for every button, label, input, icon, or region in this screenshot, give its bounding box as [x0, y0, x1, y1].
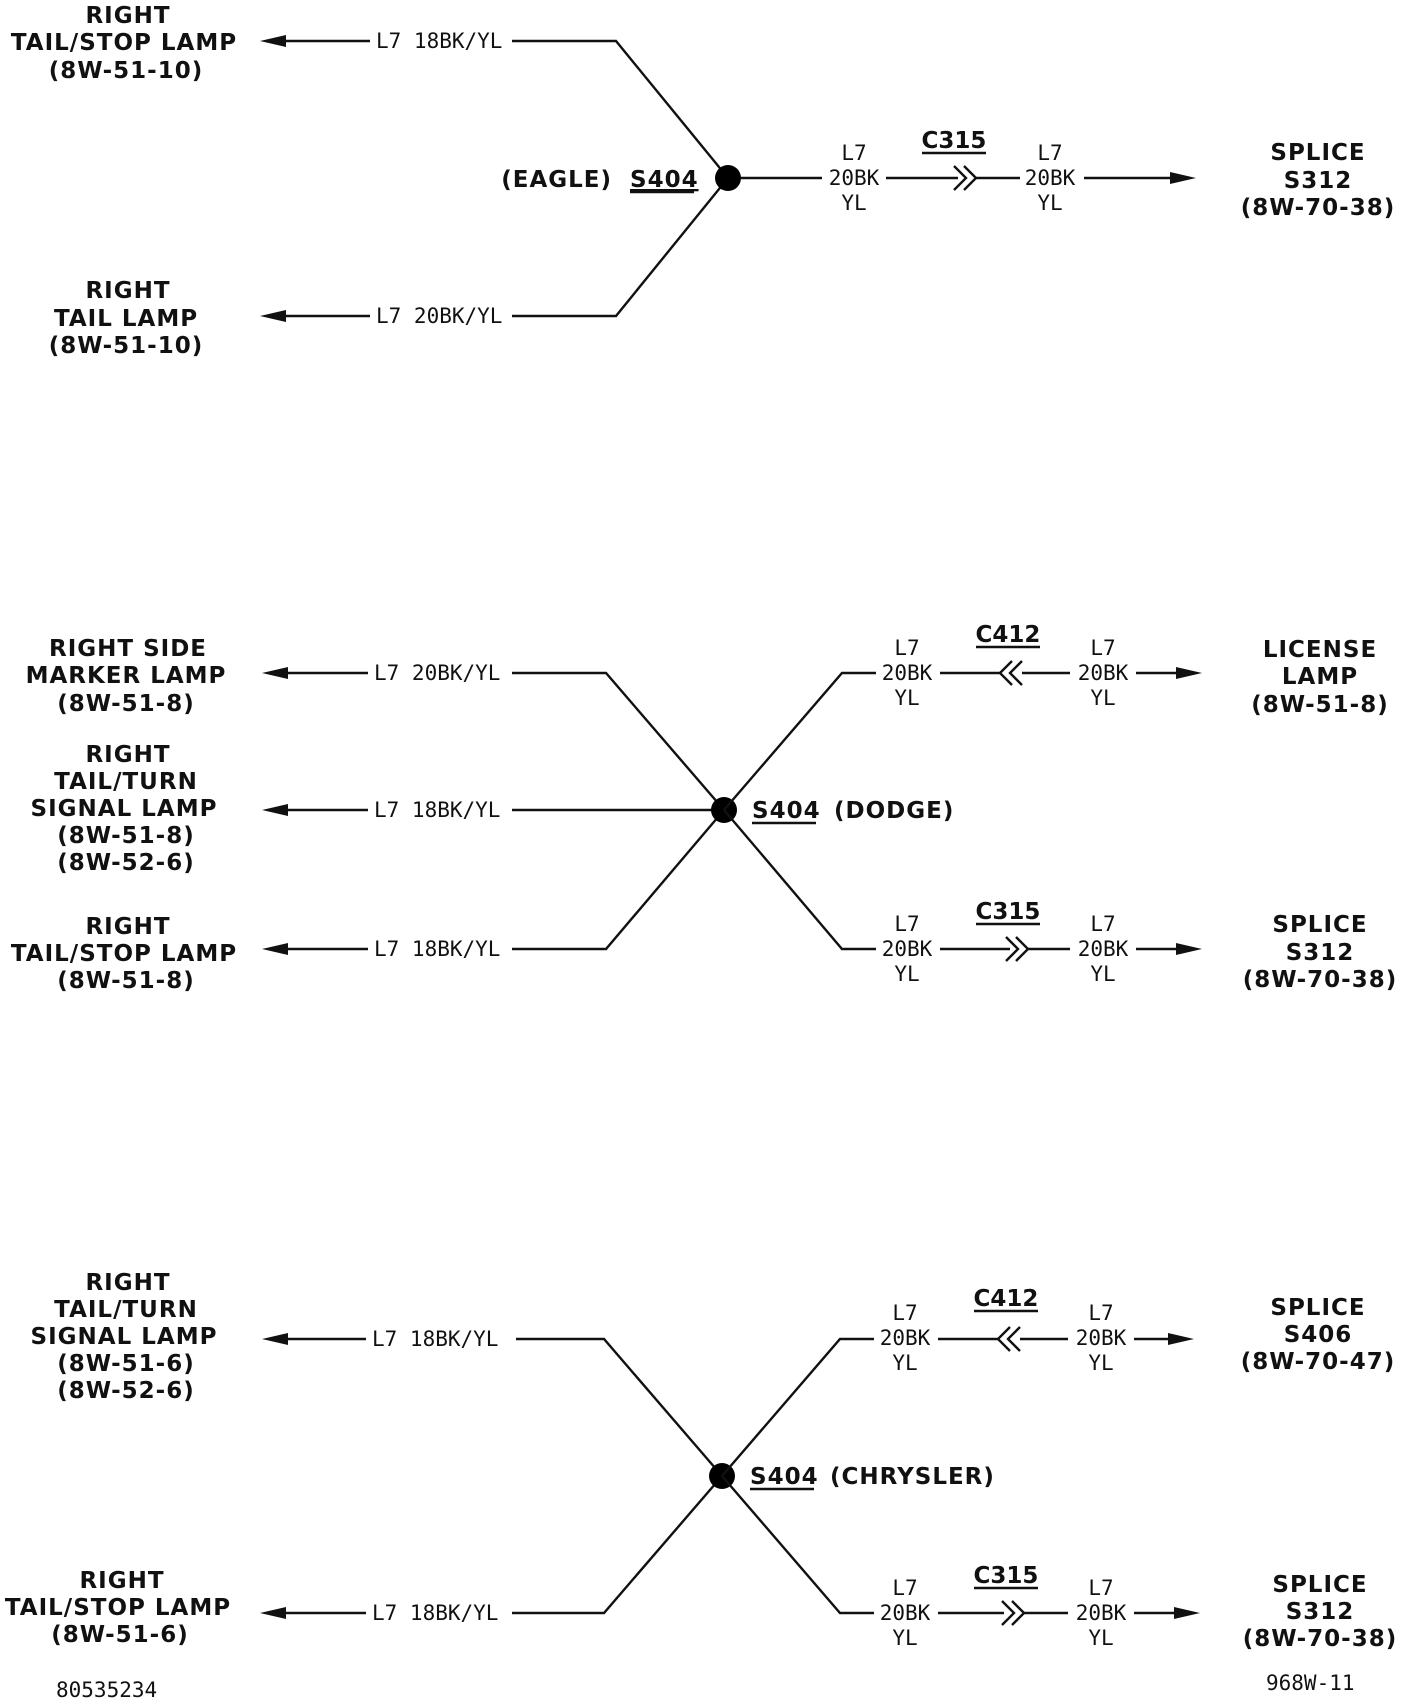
chrysler-left-0-line-0: RIGHT [85, 1270, 171, 1296]
dodge-right-1-wire-b-2: YL [1090, 962, 1116, 986]
chrysler-right-1-wire-a-2: YL [892, 1626, 918, 1650]
eagle-right-0-wire-a-2: YL [841, 191, 867, 215]
chrysler-right-1-wire-b-2: YL [1088, 1626, 1114, 1650]
chrysler-left-0-line-3: (8W-51-6) [57, 1351, 195, 1377]
dodge-right-1-wire-b-0: L7 [1090, 912, 1116, 936]
chrysler-left-0-line-1: TAIL/TURN [54, 1297, 198, 1323]
dodge-splice-suffix: (DODGE) [834, 798, 955, 824]
dodge-dest-0-line-2: (8W-51-8) [1251, 692, 1389, 718]
footer-right-code: 968W-11 [1266, 1671, 1355, 1695]
arrow-left-icon [262, 804, 288, 816]
chrysler-right-0-wire-a-1: 20BK [879, 1326, 931, 1350]
dodge-left-2-line-0: RIGHT [85, 914, 171, 940]
chrysler-right-1-wire-b-0: L7 [1088, 1576, 1114, 1600]
chrysler-dest-1-line-2: (8W-70-38) [1242, 1626, 1398, 1652]
dodge-right-0-wire-b-2: YL [1090, 686, 1116, 710]
chrysler-splice-id: S404 [750, 1464, 819, 1490]
connector-female-icon [1000, 661, 1022, 685]
wire-segment [722, 1476, 874, 1613]
wire-segment [512, 1476, 722, 1613]
dodge-dest-1-line-0: SPLICE [1272, 912, 1368, 938]
eagle-section [11, 3, 1395, 359]
dodge-right-0-wire-a-2: YL [894, 686, 920, 710]
arrow-left-icon [262, 1333, 288, 1345]
dodge-left-0-line-0: RIGHT SIDE [48, 636, 208, 662]
dodge-left-1-line-3: (8W-51-8) [57, 823, 195, 849]
footer-left-code: 80535234 [56, 1678, 158, 1702]
chrysler-dest-0-line-1: S406 [1283, 1322, 1353, 1348]
wire-segment [512, 178, 728, 316]
eagle-dest-line-2: (8W-70-38) [1240, 195, 1396, 221]
chrysler-right-0-wire-a-2: YL [892, 1351, 918, 1375]
dodge-c412-label: C412 [975, 622, 1041, 648]
wire-segment [512, 41, 728, 178]
dodge-right-0-wire-a-0: L7 [894, 636, 920, 660]
eagle-right-0-wire-a-0: L7 [841, 141, 867, 165]
arrow-right-icon [1176, 943, 1202, 955]
dodge-right-1-wire-b-1: 20BK [1077, 937, 1129, 961]
arrow-right-icon [1168, 1333, 1194, 1345]
wire-segment [724, 810, 876, 949]
chrysler-right-0-wire-b-2: YL [1088, 1351, 1114, 1375]
dodge-splice-id: S404 [752, 798, 821, 824]
eagle-left-0-wire: L7 18BK/YL [376, 29, 503, 53]
eagle-dest-line-1: S312 [1283, 168, 1353, 194]
chrysler-dest-1-line-0: SPLICE [1272, 1572, 1368, 1598]
dodge-dest-1-line-2: (8W-70-38) [1242, 967, 1398, 993]
eagle-dest-line-0: SPLICE [1270, 140, 1366, 166]
chrysler-left-1-line-2: (8W-51-6) [51, 1622, 189, 1648]
chrysler-right-0-wire-b-0: L7 [1088, 1301, 1114, 1325]
wire-segment [516, 1339, 722, 1476]
dodge-left-1-line-2: SIGNAL LAMP [30, 796, 218, 822]
dodge-left-2-line-2: (8W-51-8) [57, 968, 195, 994]
chrysler-right-1-wire-a-0: L7 [892, 1576, 918, 1600]
chrysler-splice-suffix: (CHRYSLER) [830, 1464, 995, 1490]
dodge-right-1-wire-a-2: YL [894, 962, 920, 986]
dodge-left-0-line-2: (8W-51-8) [57, 691, 195, 717]
dodge-right-1-wire-a-1: 20BK [881, 937, 933, 961]
dodge-left-2-line-1: TAIL/STOP LAMP [10, 941, 238, 967]
connector-male-icon [1002, 1601, 1024, 1625]
eagle-right-0-wire-a-1: 20BK [828, 166, 880, 190]
eagle-left-1-wire: L7 20BK/YL [376, 304, 503, 328]
chrysler-c315-label: C315 [973, 1563, 1039, 1589]
connector-female-icon [998, 1327, 1020, 1351]
dodge-left-1-wire: L7 18BK/YL [374, 798, 501, 822]
chrysler-section [5, 1270, 1397, 1652]
dodge-right-1-wire-a-0: L7 [894, 912, 920, 936]
wire-segment [724, 673, 876, 810]
eagle-right-0-wire-b-1: 20BK [1024, 166, 1076, 190]
eagle-splice-prefix: (EAGLE) [501, 167, 612, 193]
eagle-right-0-wire-b-0: L7 [1037, 141, 1063, 165]
eagle-splice-id: S404 [630, 167, 699, 193]
eagle-left-1-line-0: RIGHT [85, 278, 171, 304]
arrow-left-icon [260, 1607, 286, 1619]
chrysler-right-1-wire-b-1: 20BK [1075, 1601, 1127, 1625]
arrow-right-icon [1170, 172, 1196, 184]
chrysler-left-0-wire: L7 18BK/YL [372, 1327, 499, 1351]
dodge-left-0-wire: L7 20BK/YL [374, 661, 501, 685]
eagle-right-0-wire-b-2: YL [1037, 191, 1063, 215]
eagle-left-1-line-2: (8W-51-10) [48, 333, 204, 359]
arrow-left-icon [260, 310, 286, 322]
dodge-right-0-wire-b-0: L7 [1090, 636, 1116, 660]
dodge-left-2-wire: L7 18BK/YL [374, 937, 501, 961]
chrysler-dest-1-line-1: S312 [1285, 1599, 1355, 1625]
dodge-left-0-line-1: MARKER LAMP [25, 663, 227, 689]
dodge-dest-1-line-1: S312 [1285, 940, 1355, 966]
arrow-left-icon [260, 35, 286, 47]
arrow-right-icon [1176, 667, 1202, 679]
chrysler-right-0-wire-a-0: L7 [892, 1301, 918, 1325]
dodge-c315-label: C315 [975, 899, 1041, 925]
wire-segment [722, 1339, 874, 1476]
dodge-dest-0-line-0: LICENSE [1262, 637, 1378, 663]
chrysler-dest-0-line-2: (8W-70-47) [1240, 1349, 1396, 1375]
chrysler-right-1-wire-a-1: 20BK [879, 1601, 931, 1625]
dodge-right-0-wire-b-1: 20BK [1077, 661, 1129, 685]
eagle-left-0-line-2: (8W-51-10) [48, 58, 204, 84]
eagle-left-0-line-0: RIGHT [85, 3, 171, 29]
chrysler-right-0-wire-b-1: 20BK [1075, 1326, 1127, 1350]
eagle-left-0-line-1: TAIL/STOP LAMP [10, 30, 238, 56]
dodge-left-1-line-0: RIGHT [85, 742, 171, 768]
splice-node-icon [715, 165, 741, 191]
dodge-left-1-line-1: TAIL/TURN [54, 769, 198, 795]
dodge-right-0-wire-a-1: 20BK [881, 661, 933, 685]
dodge-left-1-line-4: (8W-52-6) [57, 850, 195, 876]
dodge-dest-0-line-1: LAMP [1281, 664, 1359, 690]
arrow-left-icon [262, 943, 288, 955]
eagle-connector-label: C315 [921, 128, 987, 154]
chrysler-left-1-wire: L7 18BK/YL [372, 1601, 499, 1625]
chrysler-left-0-line-2: SIGNAL LAMP [30, 1324, 218, 1350]
wire-segment [512, 673, 724, 810]
eagle-left-1-line-1: TAIL LAMP [53, 306, 199, 332]
chrysler-c412-label: C412 [973, 1286, 1039, 1312]
chrysler-left-1-line-0: RIGHT [79, 1568, 165, 1594]
arrow-right-icon [1174, 1607, 1200, 1619]
wire-segment [512, 810, 724, 949]
chrysler-left-0-line-4: (8W-52-6) [57, 1378, 195, 1404]
chrysler-left-1-line-1: TAIL/STOP LAMP [4, 1595, 232, 1621]
dodge-section [11, 622, 1397, 994]
arrow-left-icon [262, 667, 288, 679]
chrysler-dest-0-line-0: SPLICE [1270, 1295, 1366, 1321]
